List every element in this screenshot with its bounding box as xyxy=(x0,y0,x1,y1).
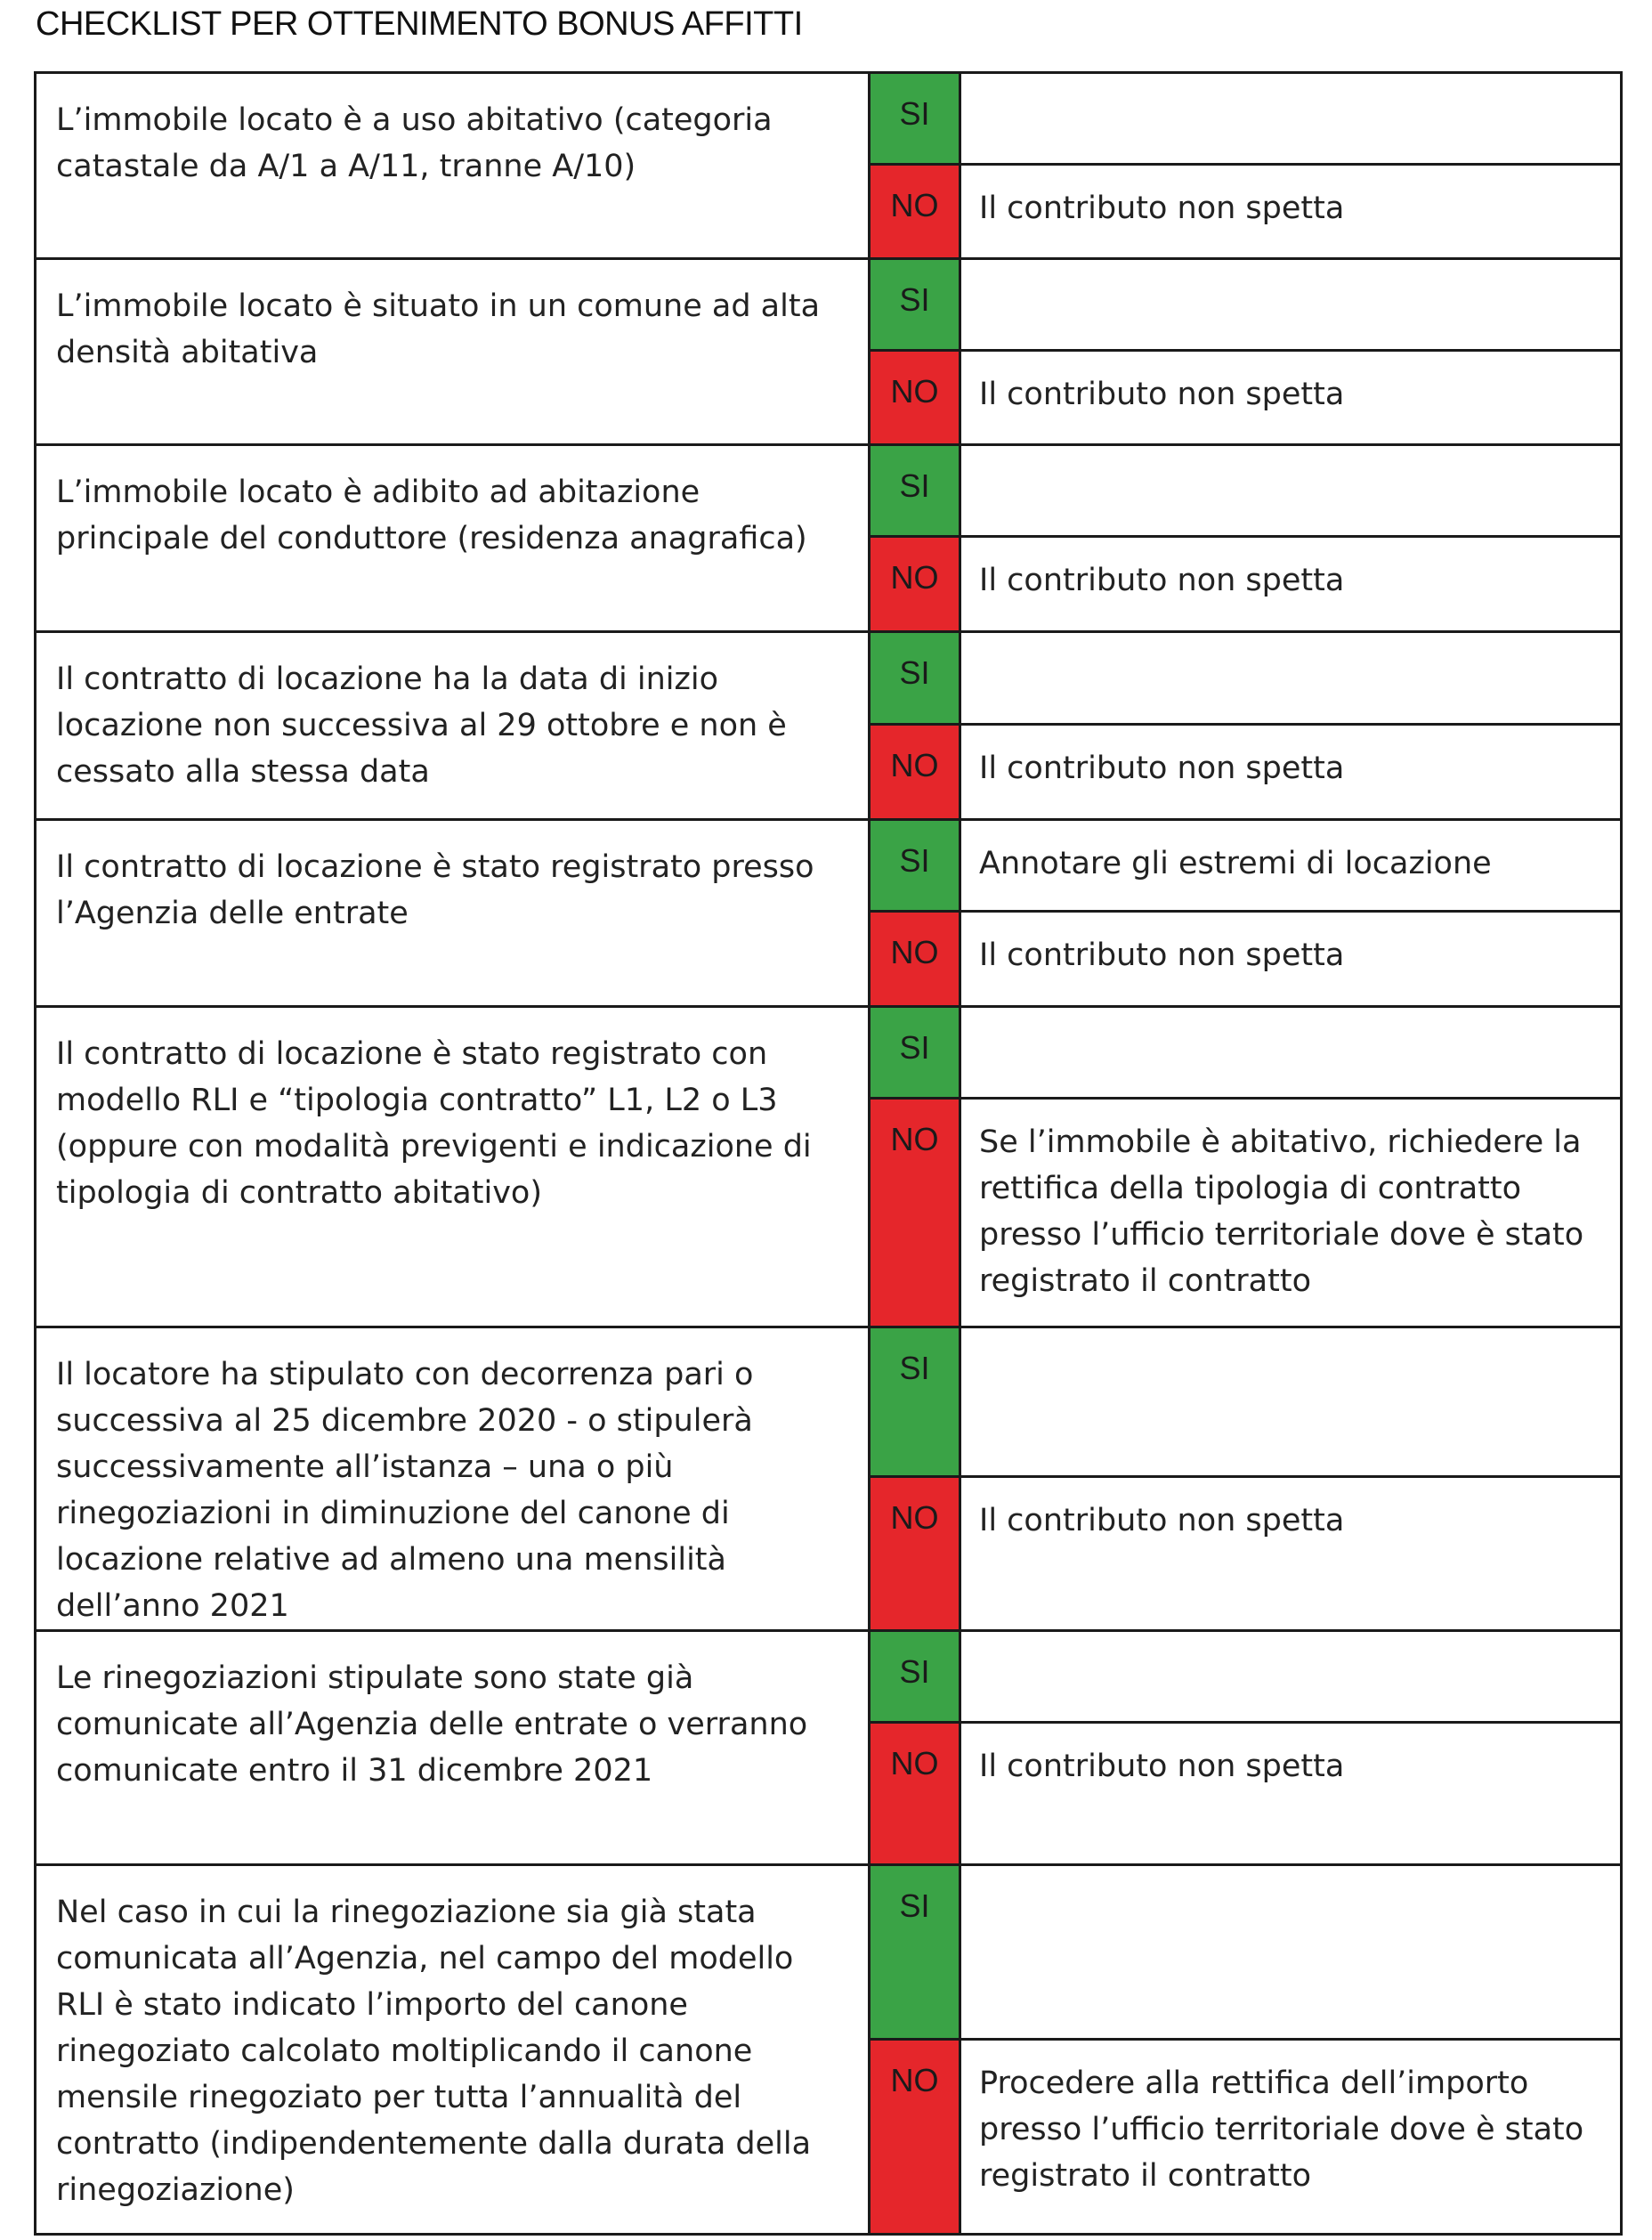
no-answer: Il contributo non spetta xyxy=(979,1503,1345,1538)
no-cell: NO xyxy=(871,1100,961,1326)
question-text: Le rinegoziazioni stipulate sono state già comunicate all’Agenzia delle entrate o verranno comunicate entro il 31 dicembre 2021 xyxy=(36,1632,871,1863)
checklist-row xyxy=(34,71,1623,257)
no-cell: NO xyxy=(871,1724,961,1863)
si-cell: SI xyxy=(871,1632,961,1724)
question-text: Il locatore ha stipulato con decorrenza pari o successiva al 25 dicembre 2020 - o stipulerà successivamente all’istanza – una o più rinegoziazioni in diminuzione del canone di locazione relative ad almeno una mensilità dell’anno 2021 xyxy=(36,1328,871,1629)
si-answer xyxy=(961,74,1620,166)
no-answer: Se l’immobile è abitativo, richiedere la rettifica della tipologia di contratto presso l’ufficio territoriale dove è stato registrato il contratto xyxy=(979,1124,1584,1299)
no-answer: Il contributo non spetta xyxy=(979,377,1345,412)
si-answer xyxy=(961,633,1620,726)
si-cell: SI xyxy=(871,74,961,166)
checklist-row xyxy=(34,630,1623,818)
checklist-row xyxy=(34,818,1623,1005)
checklist-row xyxy=(34,257,1623,443)
no-cell: NO xyxy=(871,2041,961,2233)
no-answer: Il contributo non spetta xyxy=(979,751,1345,786)
si-answer xyxy=(961,260,1620,352)
no-answer: Il contributo non spetta xyxy=(979,191,1345,226)
question-text: Il contratto di locazione ha la data di inizio locazione non successiva al 29 ottobre e non è cessato alla stessa data xyxy=(36,633,871,818)
no-answer: Il contributo non spetta xyxy=(979,563,1345,598)
question-text: L’immobile locato è situato in un comune ad alta densità abitativa xyxy=(36,260,871,443)
no-answer: Procedere alla rettifica dell’importo presso l’ufficio territoriale dove è stato registrato il contratto xyxy=(979,2066,1584,2194)
no-cell: NO xyxy=(871,1478,961,1629)
si-cell: SI xyxy=(871,260,961,352)
checklist-row xyxy=(34,1629,1623,1863)
si-cell: SI xyxy=(871,1866,961,2041)
si-cell: SI xyxy=(871,1008,961,1100)
si-answer xyxy=(961,1632,1620,1724)
no-answer: Il contributo non spetta xyxy=(979,937,1345,973)
page-title: CHECKLIST PER OTTENIMENTO BONUS AFFITTI xyxy=(36,5,803,43)
si-answer: Annotare gli estremi di locazione xyxy=(961,821,1620,913)
no-cell: NO xyxy=(871,352,961,443)
no-cell: NO xyxy=(871,726,961,818)
si-cell: SI xyxy=(871,633,961,726)
si-cell: SI xyxy=(871,446,961,538)
no-cell: NO xyxy=(871,913,961,1005)
no-answer: Il contributo non spetta xyxy=(979,1749,1345,1784)
checklist-row xyxy=(34,1005,1623,1326)
question-text: Il contratto di locazione è stato registrato con modello RLI e “tipologia contratto” L1, L2 o L3 (oppure con modalità previgenti e indicazione di tipologia di contratto abitativo) xyxy=(36,1008,871,1326)
checklist-row xyxy=(34,443,1623,630)
checklist-row xyxy=(34,1326,1623,1629)
si-answer xyxy=(961,446,1620,538)
question-text: L’immobile locato è a uso abitativo (categoria catastale da A/1 a A/11, tranne A/10) xyxy=(36,74,871,257)
si-answer xyxy=(961,1328,1620,1478)
si-answer xyxy=(961,1866,1620,2041)
checklist-table xyxy=(34,71,1623,2236)
si-answer xyxy=(961,1008,1620,1100)
question-text: Nel caso in cui la rinegoziazione sia già stata comunicata all’Agenzia, nel campo del modello RLI è stato indicato l’importo del canone rinegoziato calcolato moltiplicando il canone mensile rinegoziato per tutta l’annualità del contratto (indipendentemente dalla durata della rinegoziazione) xyxy=(36,1866,871,2233)
question-text: L’immobile locato è adibito ad abitazione principale del conduttore (residenza anagrafica) xyxy=(36,446,871,630)
checklist-row xyxy=(34,1863,1623,2236)
si-cell: SI xyxy=(871,821,961,913)
question-text: Il contratto di locazione è stato registrato presso l’Agenzia delle entrate xyxy=(36,821,871,1005)
si-cell: SI xyxy=(871,1328,961,1478)
no-cell: NO xyxy=(871,538,961,630)
no-cell: NO xyxy=(871,166,961,257)
